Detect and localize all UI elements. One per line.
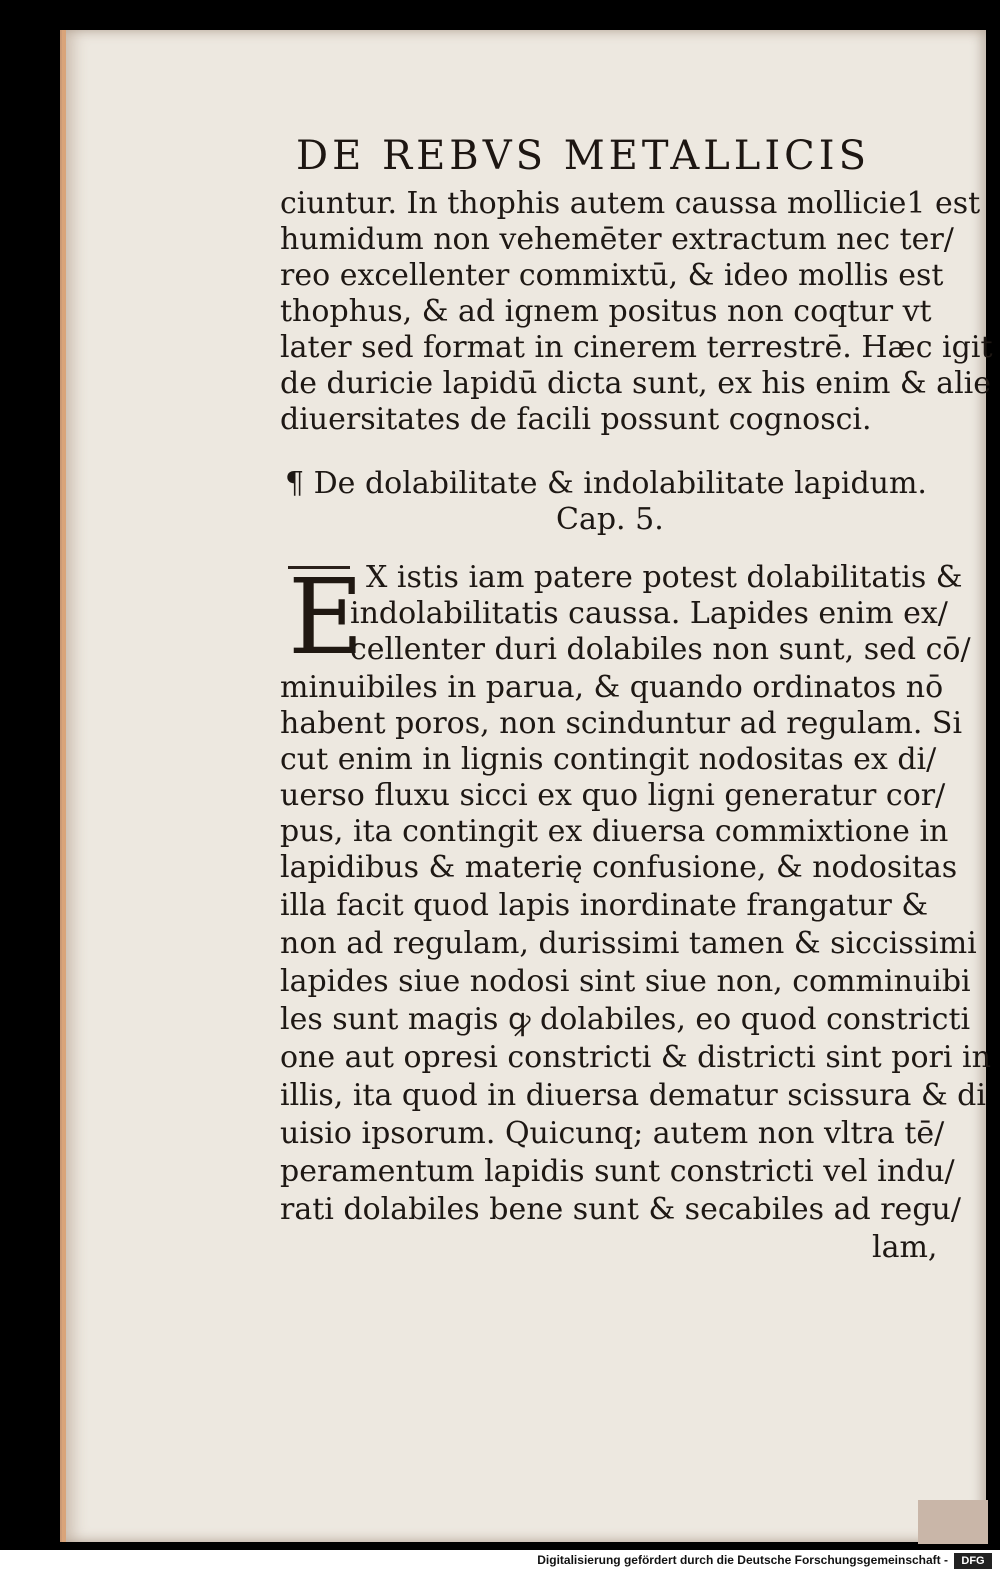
text-line: humidum non vehemēter extractum nec ter/ xyxy=(280,222,954,257)
text-line: pus, ita contingit ex diuersa commixtione in xyxy=(280,814,949,849)
text-line: cellenter duri dolabiles non sunt, sed cō/ xyxy=(350,632,971,667)
text-line: lapidibus & materię confusione, & nodositas xyxy=(280,850,958,885)
text-line: indolabilitatis caussa. Lapides enim ex/ xyxy=(350,596,948,631)
text-line: illa facit quod lapis inordinate frangatur & xyxy=(280,888,929,923)
page-corner xyxy=(918,1500,988,1544)
text-line: minuibiles in parua, & quando ordinatos nō xyxy=(280,670,944,705)
text-line: illis, ita quod in diuersa dematur scissura & di xyxy=(280,1078,986,1113)
text-line: cut enim in lignis contingit nodositas ex di/ xyxy=(280,742,937,777)
text-line: de duricie lapidū dicta sunt, ex his enim & alie xyxy=(280,366,992,401)
text-line: later sed format in cinerem terrestrē. Hæc igit xyxy=(280,330,993,365)
dfg-logo: DFG xyxy=(954,1553,992,1569)
text-line: ciuntur. In thophis autem caussa mollicie1 est xyxy=(280,186,981,221)
chapter-heading: ¶ De dolabilitate & indolabilitate lapidum. xyxy=(285,466,927,501)
text-line: thophus, & ad ignem positus non coqtur vt xyxy=(280,294,932,329)
chapter-number: Cap. 5. xyxy=(556,502,664,537)
text-line: rati dolabiles bene sunt & secabiles ad regu/ xyxy=(280,1192,961,1227)
text-line: diuersitates de facili possunt cognosci. xyxy=(280,402,872,437)
text-line: one aut opresi constricti & districti sint pori in xyxy=(280,1040,991,1075)
text-line: peramentum lapidis sunt constricti vel indu/ xyxy=(280,1154,955,1189)
text-line: uerso fluxu sicci ex quo ligni generatur cor/ xyxy=(280,778,946,813)
text-line: reo excellenter commixtū, & ideo mollis est xyxy=(280,258,944,293)
drop-cap-initial: E xyxy=(288,556,364,678)
text-line: non ad regulam, durissimi tamen & siccissimi xyxy=(280,926,977,961)
catchword: lam, xyxy=(872,1230,938,1265)
digitization-credit: Digitalisierung gefördert durch die Deutsche Forschungsgemeinschaft - xyxy=(537,1553,948,1567)
text-line: les sunt magis ꝙ dolabiles, eo quod constricti xyxy=(280,1002,971,1037)
text-line: habent poros, non scinduntur ad regulam. Si xyxy=(280,706,963,741)
text-line: lapides siue nodosi sint siue non, comminuibi xyxy=(280,964,971,999)
text-line: uisio ipsorum. Quicunq; autem non vltra tē/ xyxy=(280,1116,945,1151)
running-header: DE REBVS METALLICIS xyxy=(296,133,870,179)
text-line: X istis iam patere potest dolabilitatis & xyxy=(366,560,963,595)
pilcrow-icon: ¶ xyxy=(285,466,314,501)
